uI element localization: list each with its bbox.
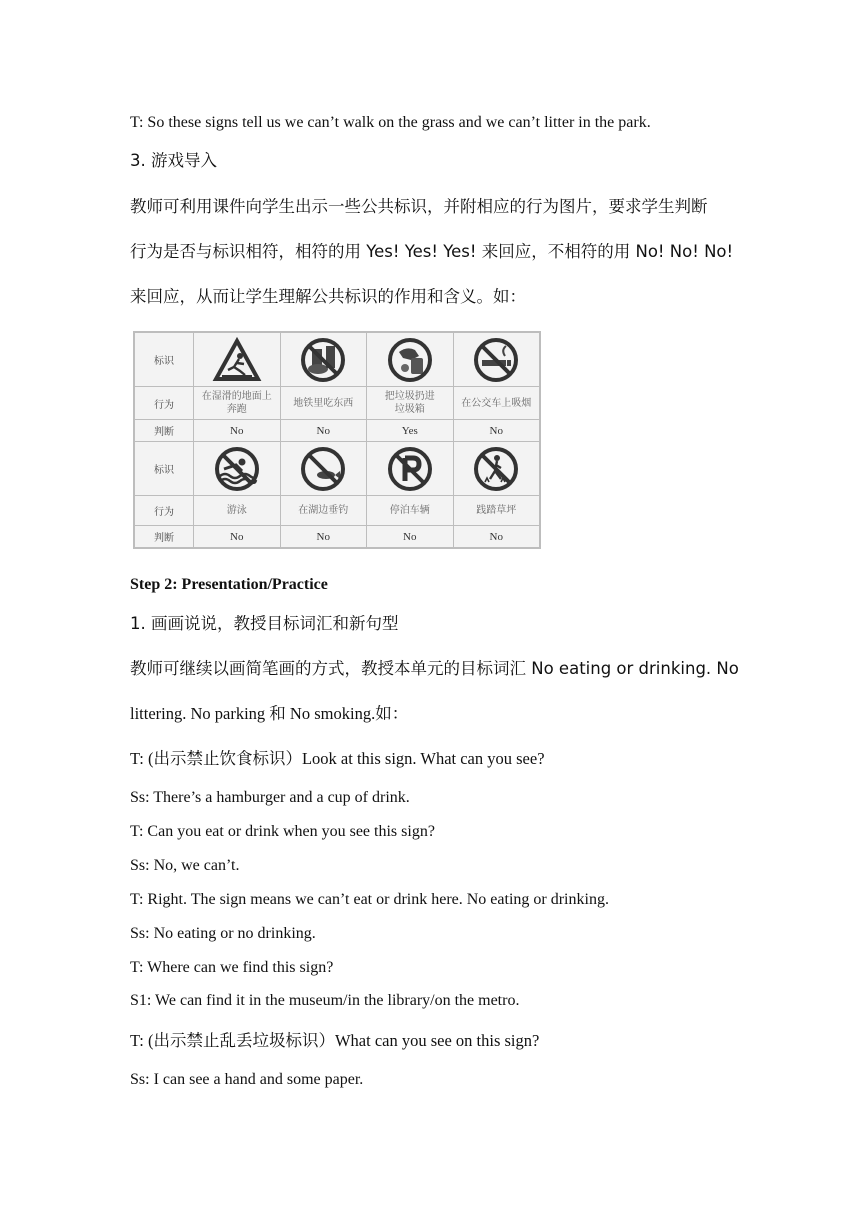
row-label-judge: 判断 — [135, 420, 194, 442]
action-text: 在湿滑的地面上 — [201, 391, 272, 402]
judgment-cell: No — [453, 420, 540, 442]
action-cell — [367, 387, 454, 420]
paragraph-line: littering. No parking 和 No smoking.如： — [130, 704, 409, 723]
dialogue-line: S1: We can find it in the museum/in the library/on the metro. — [130, 992, 520, 1009]
action-text: 在公交车上吸烟 — [461, 397, 532, 409]
dialogue-line: Ss: I can see a hand and some paper. — [130, 1071, 364, 1088]
no-parking-icon — [367, 442, 454, 496]
action-cell — [194, 387, 281, 420]
step-heading: Step 2: Presentation/Practice — [130, 576, 328, 593]
judgment-cell: Yes — [367, 420, 454, 442]
table-row — [135, 442, 540, 496]
judgment-cell: No — [367, 526, 454, 548]
judgment-cell: No — [453, 526, 540, 548]
dialogue-line: T: So these signs tell us we can’t walk on the grass and we can’t litter in the park. — [130, 114, 651, 131]
judgment-cell: No — [194, 526, 281, 548]
row-label-sign: 标识 — [135, 333, 194, 387]
slippery-floor-warning-icon — [194, 333, 281, 387]
action-text: 把垃圾扔进 — [384, 391, 435, 402]
judgment-cell: No — [280, 526, 367, 548]
action-cell — [453, 387, 540, 420]
paragraph-line: 行为是否与标识相符，相符的用 Yes! Yes! Yes! 来回应，不相符的用 No! No! No! — [130, 242, 734, 261]
paragraph-line: 来回应，从而让学生理解公共标识的作用和含义。如： — [130, 287, 526, 306]
row-label-action: 行为 — [135, 387, 194, 420]
signs-table — [134, 332, 540, 548]
table-row — [135, 333, 540, 387]
judgment-cell: No — [280, 420, 367, 442]
table-row — [135, 496, 540, 526]
dialogue-line: T: (出示禁止饮食标识）Look at this sign. What can you see? — [130, 749, 545, 768]
action-text: 地铁里吃东西 — [293, 397, 354, 409]
paragraph-line: 教师可利用课件向学生出示一些公共标识，并附相应的行为图片，要求学生判断 — [130, 197, 708, 216]
action-cell: 停泊车辆 — [367, 496, 454, 526]
no-eating-icon — [280, 333, 367, 387]
action-cell: 践踏草坪 — [453, 496, 540, 526]
section-heading: 3. 游戏导入 — [130, 151, 217, 170]
no-fishing-icon — [280, 442, 367, 496]
dialogue-line: T: Right. The sign means we can’t eat or drink here. No eating or drinking. — [130, 891, 609, 908]
table-row — [135, 526, 540, 548]
table-row — [135, 387, 540, 420]
signs-figure — [133, 331, 541, 549]
action-text: 奔跑 — [226, 404, 247, 415]
dialogue-line: T: Can you eat or drink when you see this sign? — [130, 823, 435, 840]
action-cell — [280, 387, 367, 420]
paragraph-line: 教师可继续以画简笔画的方式，教授本单元的目标词汇 No eating or drinking. No — [130, 659, 739, 678]
dialogue-line: T: (出示禁止乱丢垃圾标识）What can you see on this sign? — [130, 1031, 540, 1050]
action-text: 垃圾箱 — [394, 404, 425, 415]
row-label-action: 行为 — [135, 496, 194, 526]
dialogue-line: T: Where can we find this sign? — [130, 959, 334, 976]
section-heading: 1. 画画说说，教授目标词汇和新句型 — [130, 614, 399, 633]
no-walking-on-grass-icon — [453, 442, 540, 496]
judgment-cell: No — [194, 420, 281, 442]
row-label-sign: 标识 — [135, 442, 194, 496]
action-cell: 在湖边垂钓 — [280, 496, 367, 526]
litter-in-bin-icon — [367, 333, 454, 387]
no-swimming-icon — [194, 442, 281, 496]
dialogue-line: Ss: There’s a hamburger and a cup of drink. — [130, 789, 410, 806]
dialogue-line: Ss: No eating or no drinking. — [130, 925, 316, 942]
no-smoking-icon — [453, 333, 540, 387]
table-row — [135, 420, 540, 442]
row-label-judge: 判断 — [135, 526, 194, 548]
action-cell: 游泳 — [194, 496, 281, 526]
dialogue-line: Ss: No, we can’t. — [130, 857, 240, 874]
